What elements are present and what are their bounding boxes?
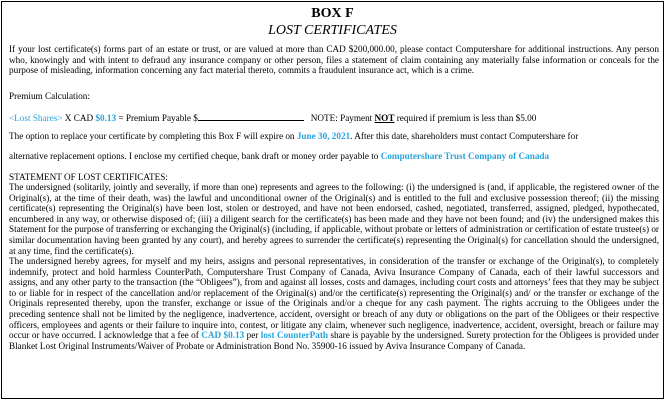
box-title: BOX F <box>311 6 354 21</box>
box-f-panel <box>1 1 664 399</box>
note-suffix: required if premium is less than $5.00 <box>394 113 537 123</box>
note-not: NOT <box>374 113 395 123</box>
note-prefix: NOTE: Payment <box>310 113 375 123</box>
premium-line <box>9 112 659 124</box>
premium-rate: $0.13 <box>95 113 117 123</box>
statement-paragraph-2 <box>9 256 659 351</box>
statement-p2-per: per <box>244 330 261 341</box>
option-suffix: . After this date, shareholders must contact Computershare for <box>350 131 579 141</box>
premium-payable-blank[interactable] <box>198 112 304 121</box>
statement-p2-text-b: share is payable by the undersigned. Surety protection for the Obligees is provided under Blanket Lost Original Instruments/Waiver of Probate or Administration Bond No. 35900-16 issued by Aviva Insurance Company of Canada. <box>9 330 659 351</box>
statement-p2-text-a: The undersigned hereby agrees, for myself and my heirs, assigns and personal representatives, in consideration of the transfer or exchange of the Original(s), to completely indemnify, protect and hold harmless CounterPath, Computershare Trust Company of Canada, Aviva Insurance Company of Canada, each of their lawful successors and assigns, and any other party to the transaction (the “Obligees”), from and against all losses, costs and damages, including court costs and attorneys’ fees that they may be subject to or liable for in respect of the cancellation and/or replacement of the Original(s) and/or the certificate(s) representing the Original(s) and/ or the transfer or exchange of the Originals represented thereby, upon the transfer, exchange or issue of the Originals and/or a cheque for any cash payment. The rights accruing to the Obligees under the preceding sentence shall not be limited by the negligence, inadvertence, accident, oversight or breach of any duty or obligations on the part of the Obligees or their respective officers, employees and agents or their failure to inquire into, contest, or litigate any claim, whenever such negligence, inadvertence, accident, oversight, breach or failure may occur or have occurred. I acknowledge that a fee of <box>9 256 659 341</box>
premium-label: Premium Calculation: <box>9 91 90 101</box>
expiry-date: June 30, 2021 <box>296 131 351 141</box>
premium-equals-text: = Premium Payable $ <box>116 113 198 123</box>
times-cad-text: X CAD <box>62 113 96 123</box>
statement-paragraph-1: The undersigned (solitarily, jointly and severally, if more than one) represents and agrees to the following: (i) the undersigned is (and, if applicable, the registered owner of the Original(s), at the time of their death, was) the lawful and unconditional owner of the Original(s) and is entitled to the full and exclusive possession thereof; (ii) the missing certificate(s) representing the Original(s) have been lost, stolen or destroyed, and have not been endorsed, cashed, negotiated, transferred, assigned, pledged, hypothecated, encumbered in any way, or otherwise disposed of; (iii) a diligent search for the certificate(s) has been made and they have not been found; and (iv) the undersigned makes this Statement for the purpose of transferring or exchanging the Original(s) (including, if applicable, without probate or letters of administration or certification of estate trustee(s) or similar documentation having been granted by any court), and hereby agrees to surrender the certificate(s) representing the Original(s) for cancellation should the undersigned, at any time, find the certificate(s). <box>9 182 659 256</box>
lost-share-company: lost CounterPath <box>260 330 328 341</box>
alternative-prefix: alternative replacement options. I enclose my certified cheque, bank draft or money order payable to <box>9 151 381 161</box>
payee-name: Computershare Trust Company of Canada <box>380 151 550 161</box>
fee-amount: CAD $0.13 <box>201 330 245 341</box>
alternative-line <box>9 151 659 162</box>
option-line <box>9 131 659 142</box>
statement-heading: STATEMENT OF LOST CERTIFICATES: <box>9 172 168 182</box>
option-prefix: The option to replace your certificate by completing this Box F will expire on <box>9 131 297 141</box>
lost-shares-field[interactable]: <Lost Shares> <box>9 113 63 123</box>
box-subtitle: LOST CERTIFICATES <box>268 23 397 38</box>
intro-paragraph: If your lost certificate(s) forms part of an estate or trust, or are valued at more than CAD $200,000.00, please contact Computershare for additional instructions. Any person who, knowingly and with intent to defraud any insurance company or other person, files a statement of claim containing any materially false information or conceals for the purpose of misleading, information concerning any fact material thereto, commits a fraudulent insurance act, which is a crime. <box>9 44 659 76</box>
